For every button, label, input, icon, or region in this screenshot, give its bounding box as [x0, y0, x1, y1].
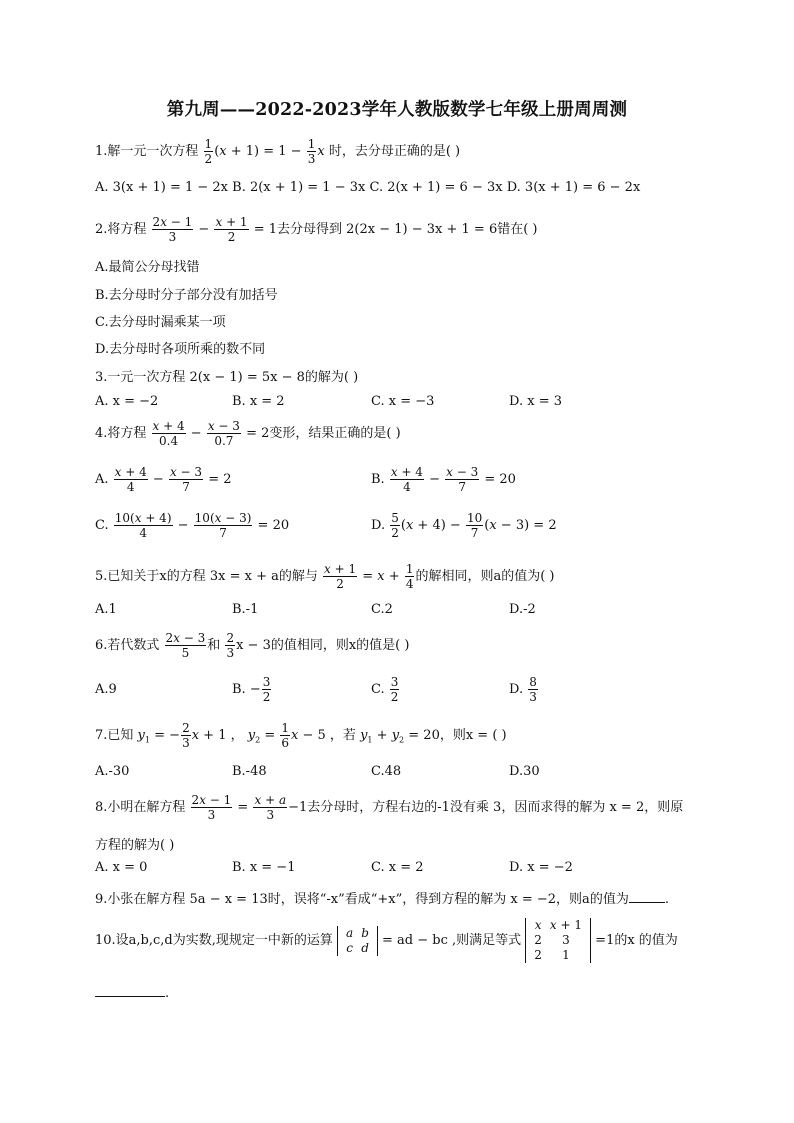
question-4-option-a: A. $\frac{x + 4}{4}$ − $\frac{x - 3}{7}$ = 2	[95, 465, 232, 494]
determinant-equation: x x + 1 2 3 2 1	[525, 918, 591, 963]
question-7-option-c: C.48	[371, 764, 402, 779]
answer-blank[interactable]	[629, 902, 665, 903]
question-3-option-c: C. x = −3	[371, 394, 435, 409]
question-4: 4.将方程 $\frac{x + 4}{0.4}$ − $\frac{x - 3}{0.7}$ = 2变形，结果正确的是( )	[95, 419, 401, 448]
question-5-option-b: B.-1	[232, 602, 259, 617]
question-3-option-b: B. x = 2	[232, 394, 285, 409]
question-3-option-a: A. x = −2	[95, 394, 159, 409]
question-9: 9.小张在解方程 5a − x = 13时，误将“-x”看成“+x”，得到方程的解为 x = −2，则a的值为 .	[95, 892, 669, 907]
question-1: 1.解一元一次方程 $\frac{1}{2}$ (x + 1) = 1 − $\frac{1}{3}$ x 时，去分母正确的是( )	[95, 137, 461, 166]
question-7-option-d: D.30	[509, 764, 540, 779]
question-7: 7.已知 $y_1$ = − $\frac{2}{3}$ x + 1 ， $y_2$ = $\frac{1}{6}$ x − 5 ，若 $y_1 + y_2 = 20$，则x = ( )	[95, 721, 507, 750]
question-5: 5.已知关于x的方程 3x = x + a的解与 $\frac{x + 1}{2}$ = x + $\frac{1}{4}$ 的解相同，则a的值为( )	[95, 562, 555, 591]
question-3-option-d: D. x = 3	[509, 394, 562, 409]
question-5-option-a: A.1	[95, 602, 117, 617]
question-2-option-c: C.去分母时漏乘某一项	[95, 315, 226, 330]
question-5-option-d: D.-2	[509, 602, 536, 617]
question-6-option-b: B. − $\frac{3}{2}$	[232, 675, 271, 704]
question-2-option-a: A.最简公分母找错	[95, 260, 200, 275]
question-7-option-b: B.-48	[232, 764, 267, 779]
question-1-options: A. 3(x + 1) = 1 − 2x B. 2(x + 1) = 1 − 3x C. 2(x + 1) = 6 − 3x D. 3(x + 1) = 6 − 2x	[95, 180, 641, 195]
question-6: 6.若代数式 $\frac{2x - 3}{5}$ 和 $\frac{2}{3}$ x − 3的值相同，则x的值是( )	[95, 631, 410, 660]
question-2-option-b: B.去分母时分子部分没有加括号	[95, 288, 278, 303]
question-6-option-d: D. $\frac{8}{3}$	[509, 675, 537, 704]
question-8-line-2: 方程的解为( )	[95, 838, 175, 853]
question-7-option-a: A.-30	[95, 764, 130, 779]
question-5-option-c: C.2	[371, 602, 393, 617]
question-4-option-b: B. $\frac{x + 4}{4}$ − $\frac{x - 3}{7}$ = 20	[371, 465, 516, 494]
question-8-option-b: B. x = −1	[232, 860, 296, 875]
question-6-option-a: A.9	[95, 682, 117, 697]
question-2-option-d: D.去分母时各项所乘的数不同	[95, 342, 266, 357]
determinant-definition: a b c d	[337, 926, 378, 956]
question-10: 10.设a,b,c,d为实数,现规定一中新的运算 a b c d = ad − bc ,则满足等式 x x + 1 2 3 2 1 =1的x 的值为	[95, 918, 678, 962]
question-8-option-c: C. x = 2	[371, 860, 424, 875]
question-3: 3.一元一次方程 2(x − 1) = 5x − 8的解为( )	[95, 370, 359, 385]
answer-blank[interactable]	[95, 996, 165, 997]
question-4-option-c: C. $\frac{10(x + 4)}{4}$ − $\frac{10(x - 3)}{7}$ = 20	[95, 511, 290, 540]
question-8: 8.小明在解方程 $\frac{2x - 1}{3}$ = $\frac{x + a}{3}$ −1去分母时，方程右边的-1没有乘 3，因而求得的解为 x = 2，则原	[95, 793, 684, 822]
question-8-option-d: D. x = −2	[509, 860, 573, 875]
page-title: 第九周——2022-2023学年人教版数学七年级上册周周测	[166, 100, 628, 120]
question-10-answer: .	[95, 986, 169, 1001]
question-8-option-a: A. x = 0	[95, 860, 148, 875]
question-4-option-d: D. $\frac{5}{2}$ (x + 4) − $\frac{10}{7}$ (x − 3) = 2	[371, 511, 557, 540]
question-6-option-c: C. $\frac{3}{2}$	[371, 675, 399, 704]
question-2: 2.将方程 $\frac{2x - 1}{3}$ − $\frac{x + 1}{2}$ = 1去分母得到 2(2x − 1) − 3x + 1 = 6错在( )	[95, 215, 538, 244]
